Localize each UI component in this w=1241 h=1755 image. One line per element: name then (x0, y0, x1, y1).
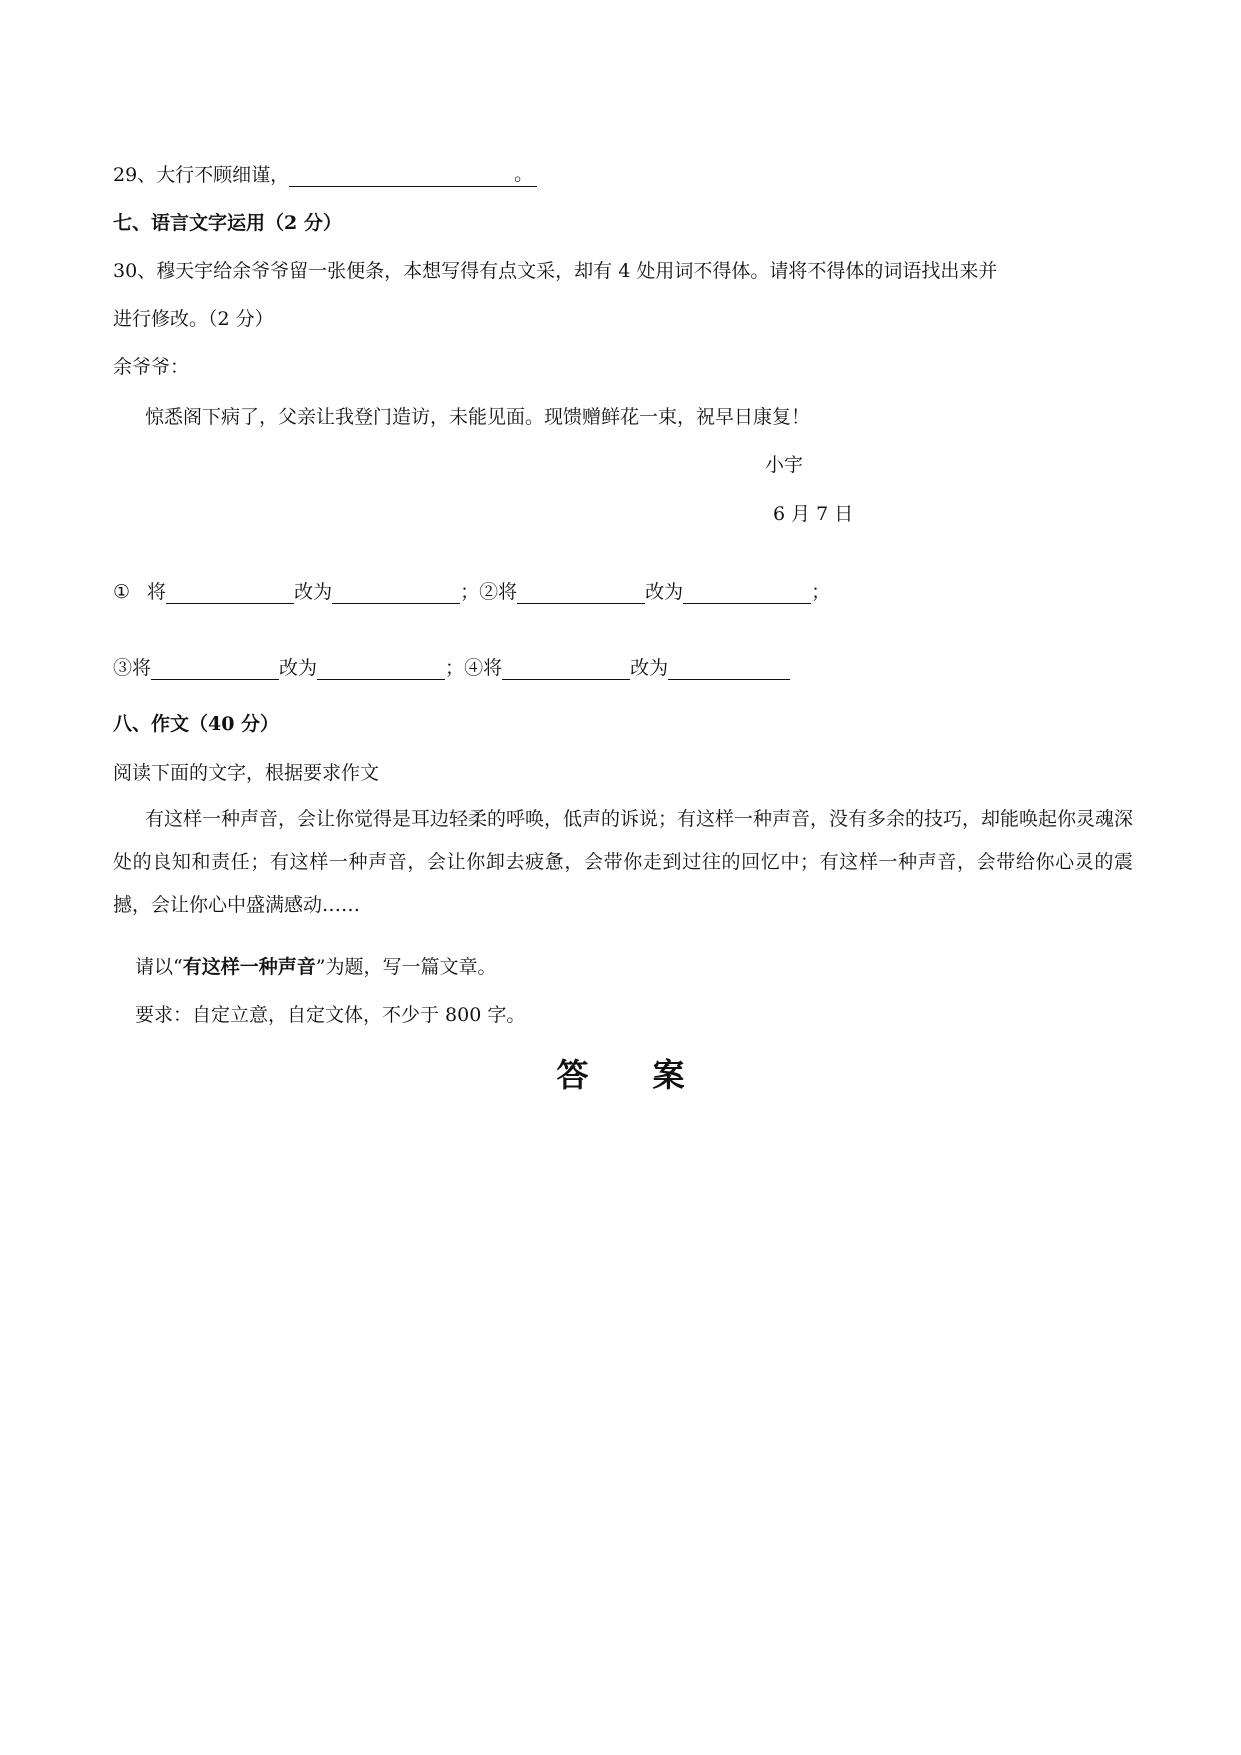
answer-row-1 (113, 580, 830, 604)
prompt-prefix: 请以“ (135, 956, 183, 978)
item-3-jiang: 将 (132, 657, 152, 679)
essay-instruction: 阅读下面的文字，根据要求作文 (113, 762, 380, 784)
answer-blank[interactable] (289, 163, 537, 187)
note-signature: 小宇 (765, 454, 804, 476)
prompt-title: 有这样一种声音 (182, 956, 316, 978)
essay-requirements: 要求：自定立意，自定文体，不少于 800 字。 (135, 1004, 526, 1026)
item-3-gaiwei: 改为 (279, 657, 318, 679)
separator: ； (811, 581, 831, 603)
item-4-jiang: 将 (483, 657, 503, 679)
item-3-from-blank[interactable] (151, 659, 279, 680)
q29-end: 。 (514, 163, 534, 185)
item-2-to-blank[interactable] (683, 583, 811, 604)
item-1-marker: ① (113, 581, 131, 603)
item-3-to-blank[interactable] (317, 659, 445, 680)
separator: ； (445, 657, 465, 679)
item-1-to-blank[interactable] (332, 583, 460, 604)
answer-row-2 (113, 656, 790, 680)
answer-title: 答 案 (556, 1056, 685, 1094)
essay-passage: 有这样一种声音，会让你觉得是耳边轻柔的呼唤，低声的诉说；有这样一种声音，没有多余的技巧，却能唤起你灵魂深处的良知和责任；有这样一种声音，会让你卸去疲惫，会带你走到过往的回忆中；有这样一种声音，会带给你心灵的震撼，会让你心中盛满感动…… (113, 808, 1134, 916)
q30-line-2: 进行修改。（2 分） (113, 308, 274, 330)
note-salutation: 余爷爷： (113, 356, 190, 378)
section-8-heading: 八、作文（40 分） (113, 713, 280, 735)
q29-text: 29、大行不顾细谨， (113, 164, 290, 186)
item-2-from-blank[interactable] (517, 583, 645, 604)
essay-prompt (135, 955, 496, 979)
question-29 (113, 163, 537, 187)
q30-line-1: 30、穆天宇给余爷爷留一张便条，本想写得有点文采，却有 4 处用词不得体。请将不得体的词语找出来并 (113, 260, 998, 282)
note-body: 惊悉阁下病了，父亲让我登门造访，未能见面。现馈赠鲜花一束，祝早日康复！ (145, 406, 811, 428)
separator: ； (460, 581, 480, 603)
item-1-jiang: 将 (147, 581, 167, 603)
item-4-gaiwei: 改为 (630, 657, 669, 679)
item-4-marker: ④ (464, 657, 484, 679)
item-4-to-blank[interactable] (668, 659, 790, 680)
item-1-gaiwei: 改为 (294, 581, 333, 603)
item-3-marker: ③ (113, 657, 133, 679)
item-1-from-blank[interactable] (166, 583, 294, 604)
section-7-heading: 七、语言文字运用（2 分） (113, 212, 342, 234)
item-2-jiang: 将 (498, 581, 518, 603)
note-date: 6 月 7 日 (773, 503, 854, 525)
item-2-gaiwei: 改为 (645, 581, 684, 603)
prompt-suffix: ”为题，写一篇文章。 (315, 956, 497, 978)
item-4-from-blank[interactable] (502, 659, 630, 680)
item-2-marker: ② (479, 581, 499, 603)
